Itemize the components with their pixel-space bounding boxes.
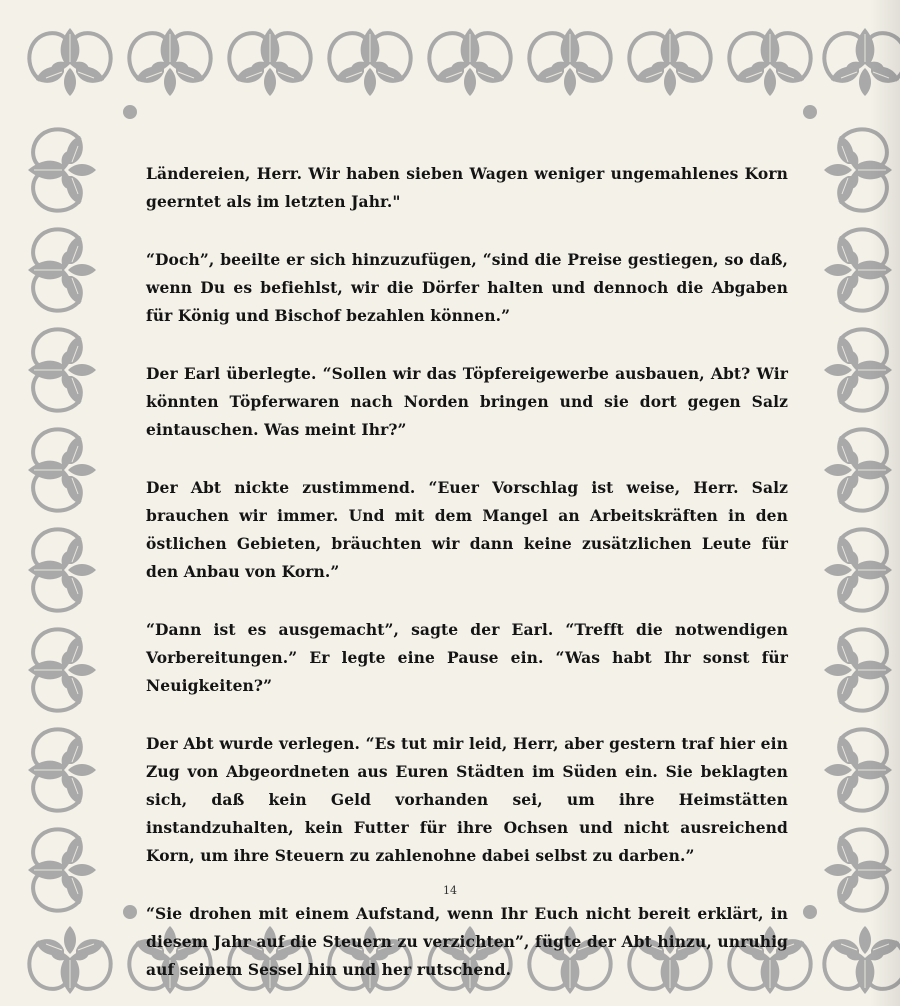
paragraph-4: Der Abt nickte zustimmend. “Euer Vorschlag ist weise, Herr. Salz brauchen wir immer. Und mit dem Mangel an Arbeitskräften in den östlichen Gebieten, bräuchten wir dann keine zusätzlichen Leute für den Anbau von Korn.” bbox=[146, 478, 788, 581]
paragraph-2: “Doch”, beeilte er sich hinzuzufügen, “sind die Preise gestiegen, so daß, wenn Du es befiehlst, wir die Dörfer halten und dennoch die Abgaben für König und Bischof bezahlen können.” bbox=[146, 250, 788, 325]
paragraph-5: “Dann ist es ausgemacht”, sagte der Earl. “Trefft die notwendigen Vorbereitungen.” Er legte eine Pause ein. “Was habt Ihr sonst für Neuigkeiten?” bbox=[146, 620, 788, 695]
paragraph-7: “Sie drohen mit einem Aufstand, wenn Ihr Euch nicht bereit erklärt, in diesem Jahr auf die Steuern zu verzichten”, fügte der Abt hinzu, unruhig auf seinem Sessel hin und her rutschend. bbox=[146, 904, 788, 979]
paragraph-6: Der Abt wurde verlegen. “Es tut mir leid, Herr, aber gestern traf hier ein Zug von Abgeordneten aus Euren Städten im Süden ein. Sie beklagten sich, daß kein Geld vorhanden sei, um ihre Heimstätten instandzuhalten, kein Futter für ihre Ochsen und nicht ausreichend Korn, um ihre Steuern zu zahlenohne dabei selbst zu darben.” bbox=[146, 734, 788, 865]
paragraph-1: Ländereien, Herr. Wir haben sieben Wagen weniger ungemahlenes Korn geerntet als im letzten Jahr." bbox=[146, 164, 788, 211]
paragraph-3: Der Earl überlegte. “Sollen wir das Töpfereigewerbe ausbauen, Abt? Wir könnten Töpferwaren nach Norden bringen und sie dort gegen Salz eintauschen. Was meint Ihr?” bbox=[146, 364, 788, 439]
page-number: 14 bbox=[443, 884, 457, 897]
